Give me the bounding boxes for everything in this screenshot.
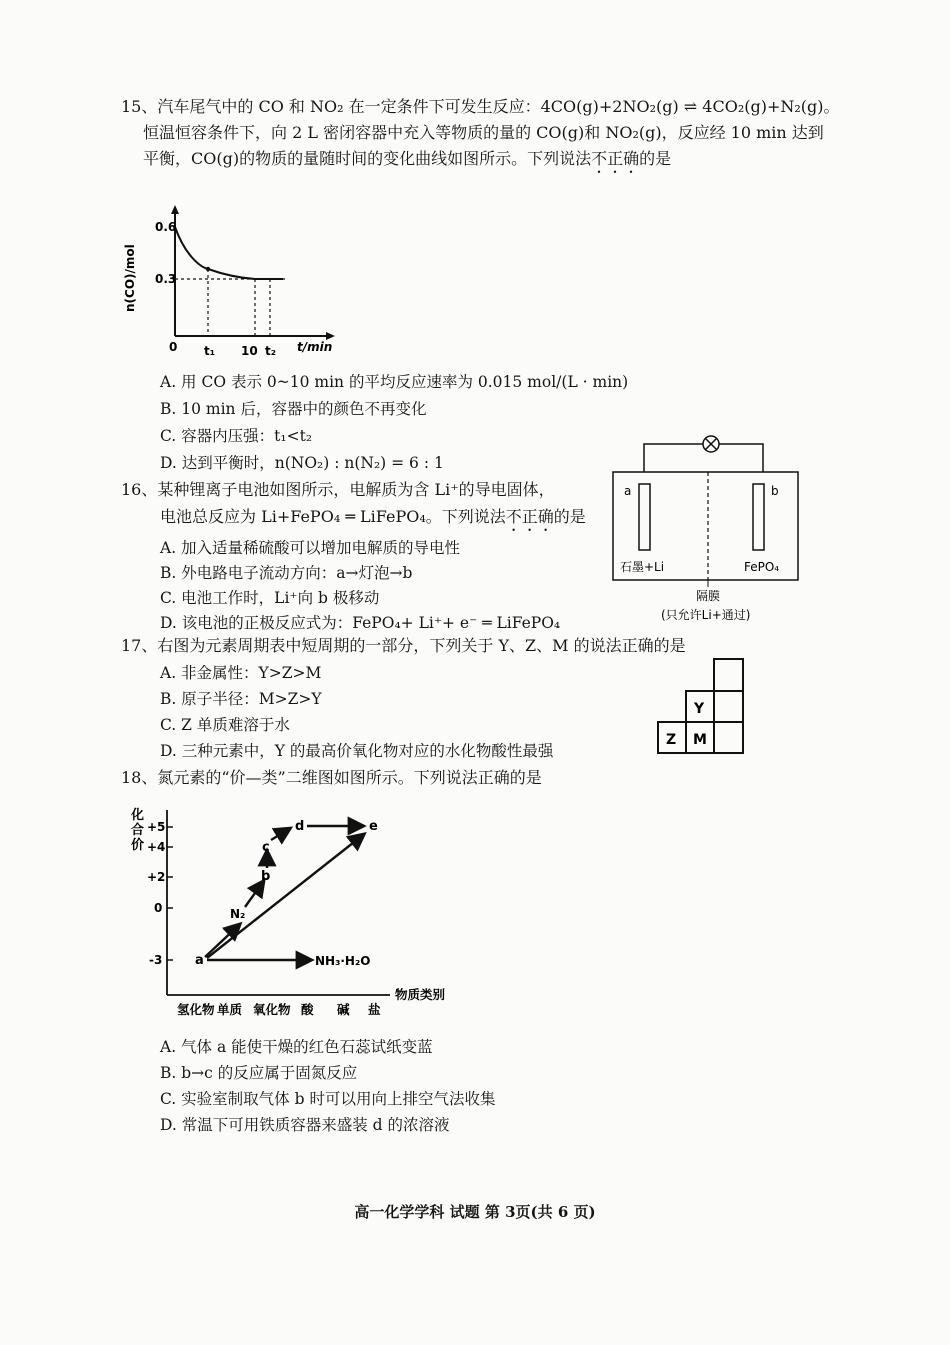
- membrane-label: 隔膜: [696, 589, 721, 603]
- q16-line1: 16、某种锂离子电池如图所示，电解质为含 Li⁺的导电固体，: [121, 480, 555, 499]
- q15-ytick-06: 0.6: [155, 220, 177, 234]
- q15-t1: t₁: [204, 344, 215, 358]
- q18-xlabel: 物质类别: [395, 987, 446, 1002]
- electrode-b: [753, 484, 764, 550]
- page-footer: 高一化学学科 试题 第 3页(共 6 页): [354, 1203, 596, 1221]
- point-e: e: [369, 819, 378, 834]
- electrode-a: [639, 484, 650, 550]
- point-a: a: [195, 953, 204, 968]
- point-n2: N₂: [230, 907, 246, 921]
- q17-option-c: C. Z 单质难溶于水: [160, 716, 290, 734]
- point-d: d: [295, 819, 305, 834]
- q17-option-d: D. 三种元素中，Y 的最高价氧化物对应的水化物酸性最强: [160, 742, 554, 760]
- q17-line1: 17、右图为元素周期表中短周期的一部分，下列关于 Y、Z、M 的说法正确的是: [121, 636, 686, 655]
- nitrogen-valence-chart: [125, 800, 465, 1022]
- q15-line3-c: 的是: [639, 149, 672, 168]
- q17-option-a: A. 非金属性：Y>Z>M: [160, 664, 322, 682]
- q16-line2-c: 的是: [553, 507, 586, 526]
- q15-option-a: A. 用 CO 表示 0~10 min 的平均反应速率为 0.015 mol/(L · min): [160, 373, 629, 391]
- q18-ylabel-1: 化: [131, 808, 145, 823]
- q15-graph: [125, 205, 345, 365]
- element-y: Y: [694, 701, 705, 717]
- xcat-oxide: 氧化物: [253, 1002, 291, 1017]
- point-nh3: NH₃·H₂O: [315, 954, 371, 968]
- point-b: b: [261, 869, 271, 884]
- q18-option-a: A. 气体 a 能使干燥的红色石蕊试纸变蓝: [160, 1038, 433, 1056]
- q16-option-a: A. 加入适量稀硫酸可以增加电解质的导电性: [160, 539, 461, 557]
- q15-ten: 10: [241, 344, 258, 358]
- point-c: c: [262, 840, 270, 855]
- ytick-plus4: +4: [147, 840, 166, 854]
- membrane-note: (只允许Li+通过): [661, 608, 751, 622]
- q15-ytick-03: 0.3: [155, 272, 177, 286]
- q16-option-d: D. 该电池的正极反应式为：FePO₄+ Li⁺+ e⁻ ═ LiFePO₄: [160, 614, 561, 632]
- xcat-acid: 酸: [301, 1002, 314, 1017]
- ytick-minus3: -3: [149, 953, 163, 967]
- element-z: Z: [666, 732, 677, 748]
- q15-t2: t₂: [265, 344, 276, 358]
- q15-line3: [143, 148, 671, 177]
- battery-diagram: [608, 425, 808, 630]
- xcat-element: 单质: [217, 1002, 243, 1017]
- periodic-table-fragment: [656, 657, 748, 757]
- q16-option-c: C. 电池工作时，Li⁺向 b 极移动: [160, 589, 380, 607]
- q16-line2-a: 电池总反应为 Li+FePO₄ ═ LiFePO₄。下列说法: [160, 507, 506, 526]
- q18-option-d: D. 常温下可用铁质容器来盛装 d 的浓溶液: [160, 1116, 450, 1134]
- q17-option-b: B. 原子半径：M>Z>Y: [160, 690, 322, 708]
- xcat-hydride: 氢化物: [177, 1002, 215, 1017]
- q15-option-d: D. 达到平衡时，n(NO₂) : n(N₂) = 6 : 1: [160, 454, 444, 472]
- element-m: M: [693, 732, 707, 748]
- electrode-a-label: a: [624, 484, 632, 498]
- q15-emphasis: 不正确: [591, 149, 640, 168]
- ytick-plus2: +2: [147, 870, 166, 884]
- q15-origin: 0: [169, 340, 178, 354]
- xcat-base: 碱: [337, 1002, 350, 1017]
- q18-line1: 18、氮元素的“价—类”二维图如图所示。下列说法正确的是: [121, 768, 542, 787]
- q15-option-c: C. 容器内压强：t₁<t₂: [160, 427, 313, 445]
- q18-ylabel-3: 价: [131, 838, 145, 853]
- q15-line2: 恒温恒容条件下，向 2 L 密闭容器中充入等物质的量的 CO(g)和 NO₂(g)，反应经 10 min 达到: [143, 123, 824, 142]
- q18-option-b: B. b→c 的反应属于固氮反应: [160, 1064, 358, 1082]
- q16-line2: [160, 506, 586, 535]
- q16-emphasis: 不正确: [505, 507, 554, 526]
- electrode-b-label: b: [771, 484, 779, 498]
- q16-option-b: B. 外电路电子流动方向：a→灯泡→b: [160, 564, 413, 582]
- xcat-salt: 盐: [368, 1002, 381, 1017]
- q15-option-b: B. 10 min 后，容器中的颜色不再变化: [160, 400, 427, 418]
- q18-ylabel-2: 合: [131, 823, 145, 838]
- q15-line3-a: 平衡，CO(g)的物质的量随时间的变化曲线如图所示。下列说法: [143, 149, 592, 168]
- q18-option-c: C. 实验室制取气体 b 时可以用向上排空气法收集: [160, 1090, 496, 1108]
- q15-ylabel: n(CO)/mol: [123, 244, 137, 312]
- q15-line1: 15、汽车尾气中的 CO 和 NO₂ 在一定条件下可发生反应：4CO(g)+2NO₂(g) ⇌ 4CO₂(g)+N₂(g)。: [121, 97, 840, 116]
- ytick-plus5: +5: [147, 820, 166, 834]
- q15-xlabel: t/min: [297, 340, 333, 354]
- ytick-zero: 0: [154, 901, 163, 915]
- right-material: FePO₄: [744, 560, 780, 574]
- left-material: 石墨+Li: [620, 560, 665, 574]
- co-curve: [175, 227, 283, 279]
